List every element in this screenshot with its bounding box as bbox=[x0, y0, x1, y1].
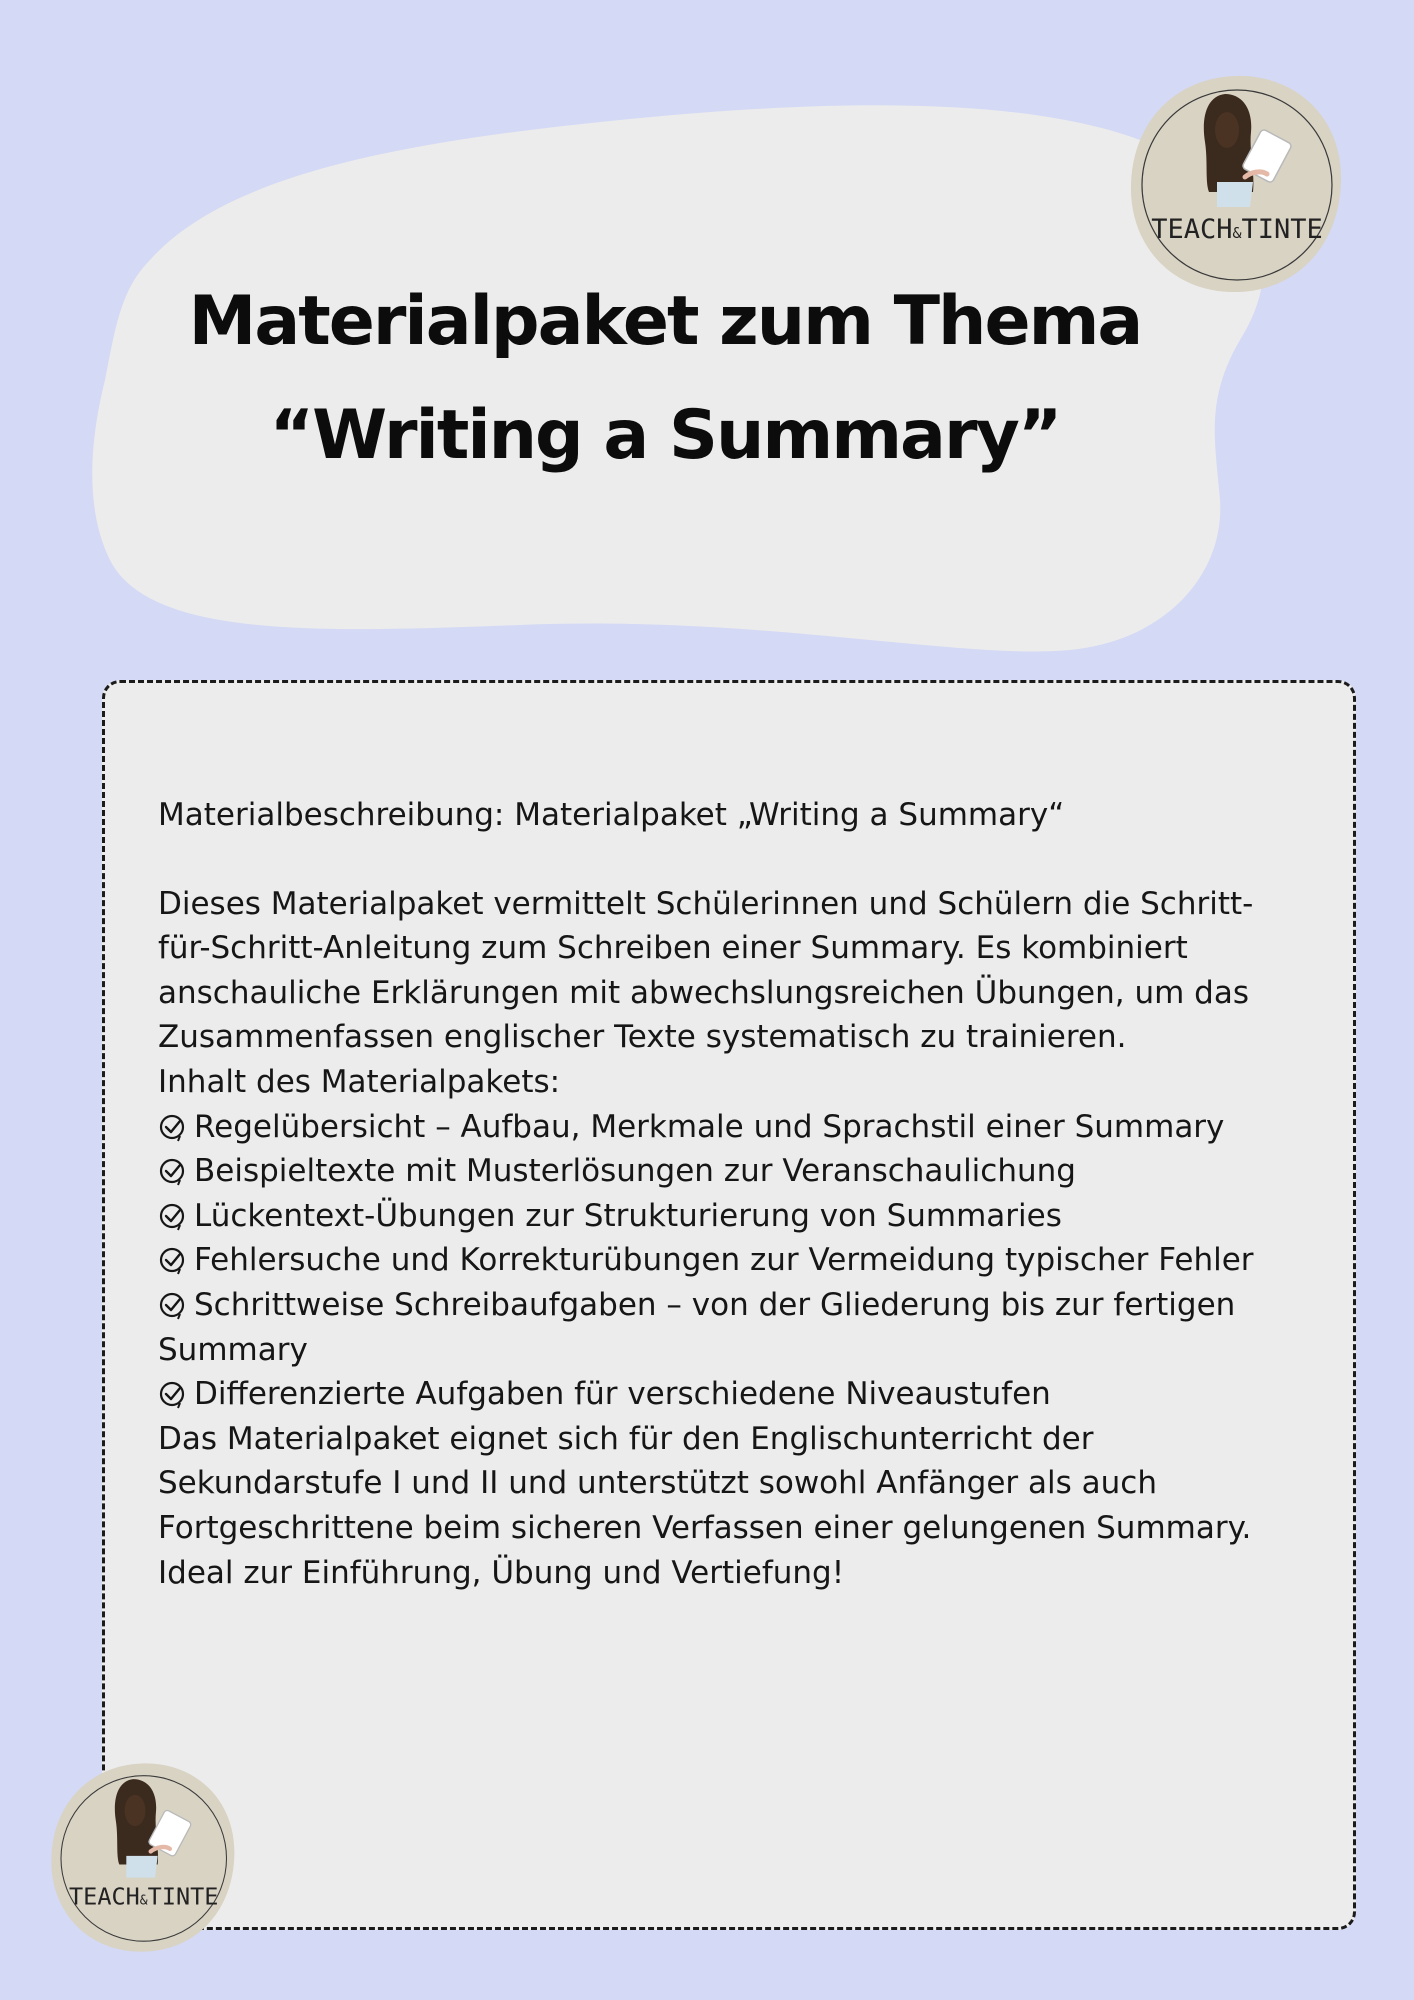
list-item bbox=[158, 1105, 1318, 1150]
list-item-text: Fehlersuche und Korrekturübungen zur Vermeidung typischer Fehler bbox=[194, 1242, 1254, 1279]
logo-wordmark: TEACH&TINTE bbox=[1151, 214, 1323, 245]
list-item-text: Differenzierte Aufgaben für verschiedene Niveaustufen bbox=[194, 1376, 1051, 1413]
list-item bbox=[158, 1372, 1318, 1417]
brand-logo-top bbox=[1125, 72, 1345, 297]
brand-logo-bottom bbox=[46, 1760, 238, 1956]
list-item bbox=[158, 1194, 1318, 1239]
logo-wordmark: TEACH&TINTE bbox=[69, 1882, 219, 1911]
list-item-text: Regelübersicht – Aufbau, Merkmale und Sprachstil einer Summary bbox=[194, 1108, 1225, 1145]
page-title bbox=[150, 265, 1180, 493]
check-circle-icon bbox=[158, 1245, 188, 1275]
list-item-text: Beispieltexte mit Musterlösungen zur Veranschaulichung bbox=[194, 1153, 1076, 1190]
description-content bbox=[158, 793, 1318, 1595]
list-item bbox=[158, 1238, 1258, 1283]
list-item bbox=[158, 1149, 1318, 1194]
check-circle-icon bbox=[158, 1201, 188, 1231]
list-item-text: Lückentext-Übungen zur Strukturierung von Summaries bbox=[194, 1197, 1062, 1234]
list-item-text: Schrittweise Schreibaufgaben – von der Gliederung bis zur fertigen Summary bbox=[158, 1286, 1236, 1368]
check-circle-icon bbox=[158, 1156, 188, 1186]
description-closing: Das Materialpaket eignet sich für den Englischunterricht der Sekundarstufe I und II und unterstützt sowohl Anfänger als auch Fortgeschrittene beim sicheren Verfassen einer gelungenen Summary. Ideal zur Einführung, Übung und Vertiefung! bbox=[158, 1420, 1252, 1591]
description-card bbox=[102, 680, 1356, 1930]
title-line-2: “Writing a Summary” bbox=[269, 396, 1061, 475]
check-circle-icon bbox=[158, 1112, 188, 1142]
description-heading: Materialbeschreibung: Materialpaket „Writing a Summary“ bbox=[158, 797, 1065, 833]
list-item bbox=[158, 1283, 1288, 1372]
description-intro: Dieses Materialpaket vermittelt Schülerinnen und Schülern die Schritt-für-Schritt-Anleitung zum Schreiben einer Summary. Es kombiniert anschauliche Erklärungen mit abwechslungsreichen Übungen, um das Zusammenfassen englischer Texte systematisch zu trainieren. bbox=[158, 885, 1254, 1056]
contents-label: Inhalt des Materialpakets: bbox=[158, 1063, 561, 1100]
check-circle-icon bbox=[158, 1379, 188, 1409]
check-circle-icon bbox=[158, 1290, 188, 1320]
title-line-1: Materialpaket zum Thema bbox=[188, 282, 1142, 361]
